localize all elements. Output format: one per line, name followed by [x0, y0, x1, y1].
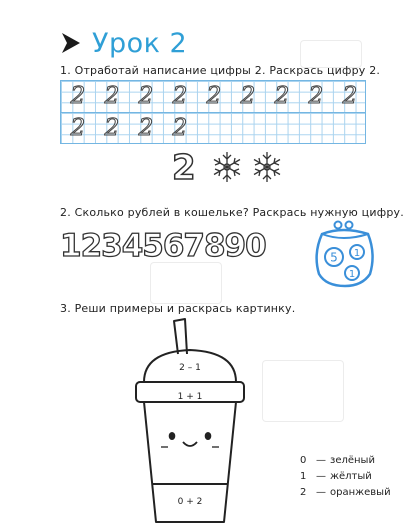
trace-digit: 2 [70, 115, 86, 141]
digit-row-1 [61, 83, 367, 109]
coin-icon [345, 266, 359, 280]
background-ghost-shape [262, 360, 344, 422]
lesson-title: Урок 2 [92, 27, 188, 59]
coin-icon [325, 248, 343, 266]
legend-row [300, 452, 391, 468]
outline-numbers[interactable]: 1234567890 [60, 228, 266, 264]
legend-number: 0 [300, 454, 307, 466]
expression-lid-rim: 1 + 1 [177, 392, 203, 402]
trace-digit: 2 [172, 83, 188, 109]
trace-digit: 2 [206, 83, 222, 109]
legend-color-name: жёлтый [330, 470, 372, 482]
cup-coloring-picture[interactable] [130, 316, 250, 526]
legend-row [300, 484, 391, 500]
legend-dash: — [316, 470, 326, 482]
arrow-right-icon [58, 30, 84, 56]
digit-row-2 [61, 115, 197, 141]
svg-text:1: 1 [348, 269, 356, 280]
svg-text:5: 5 [330, 250, 338, 265]
task-2-instruction: 2. Сколько рублей в кошельке? Раскрась нужную цифру. [60, 206, 404, 219]
legend-number: 1 [300, 470, 307, 482]
grid-divider [61, 112, 365, 113]
expression-lid-top: 2 – 1 [179, 363, 201, 373]
trace-digit: 2 [70, 83, 86, 109]
legend-color-name: зелёный [330, 454, 375, 466]
snowflake-icon[interactable] [250, 150, 284, 184]
trace-digit: 2 [104, 83, 120, 109]
legend-number: 2 [300, 486, 307, 498]
trace-digit: 2 [308, 83, 324, 109]
trace-digit: 2 [342, 83, 358, 109]
trace-digit: 2 [104, 115, 120, 141]
task-1-instruction: 1. Отработай написание цифры 2. Раскрась цифру 2. [60, 64, 381, 77]
trace-digit: 2 [138, 83, 154, 109]
coin-icon [350, 245, 364, 259]
trace-digit: 2 [240, 83, 256, 109]
legend-dash: — [316, 486, 326, 498]
wallet-icon [312, 214, 378, 288]
big-outline-digit[interactable]: 2 [172, 148, 196, 188]
trace-digit: 2 [172, 115, 188, 141]
background-ghost-shape [150, 262, 222, 304]
color-legend [300, 452, 391, 500]
snowflake-icon[interactable] [210, 150, 244, 184]
svg-text:1: 1 [353, 248, 361, 259]
legend-color-name: оранжевый [330, 486, 391, 498]
writing-grid [60, 80, 366, 144]
trace-digit: 2 [138, 115, 154, 141]
legend-row [300, 468, 391, 484]
lesson-header [58, 26, 187, 60]
legend-dash: — [316, 454, 326, 466]
task-3-instruction: 3. Реши примеры и раскрась картинку. [60, 302, 296, 315]
trace-digit: 2 [274, 83, 290, 109]
expression-cup-bottom: 0 + 2 [177, 497, 203, 507]
